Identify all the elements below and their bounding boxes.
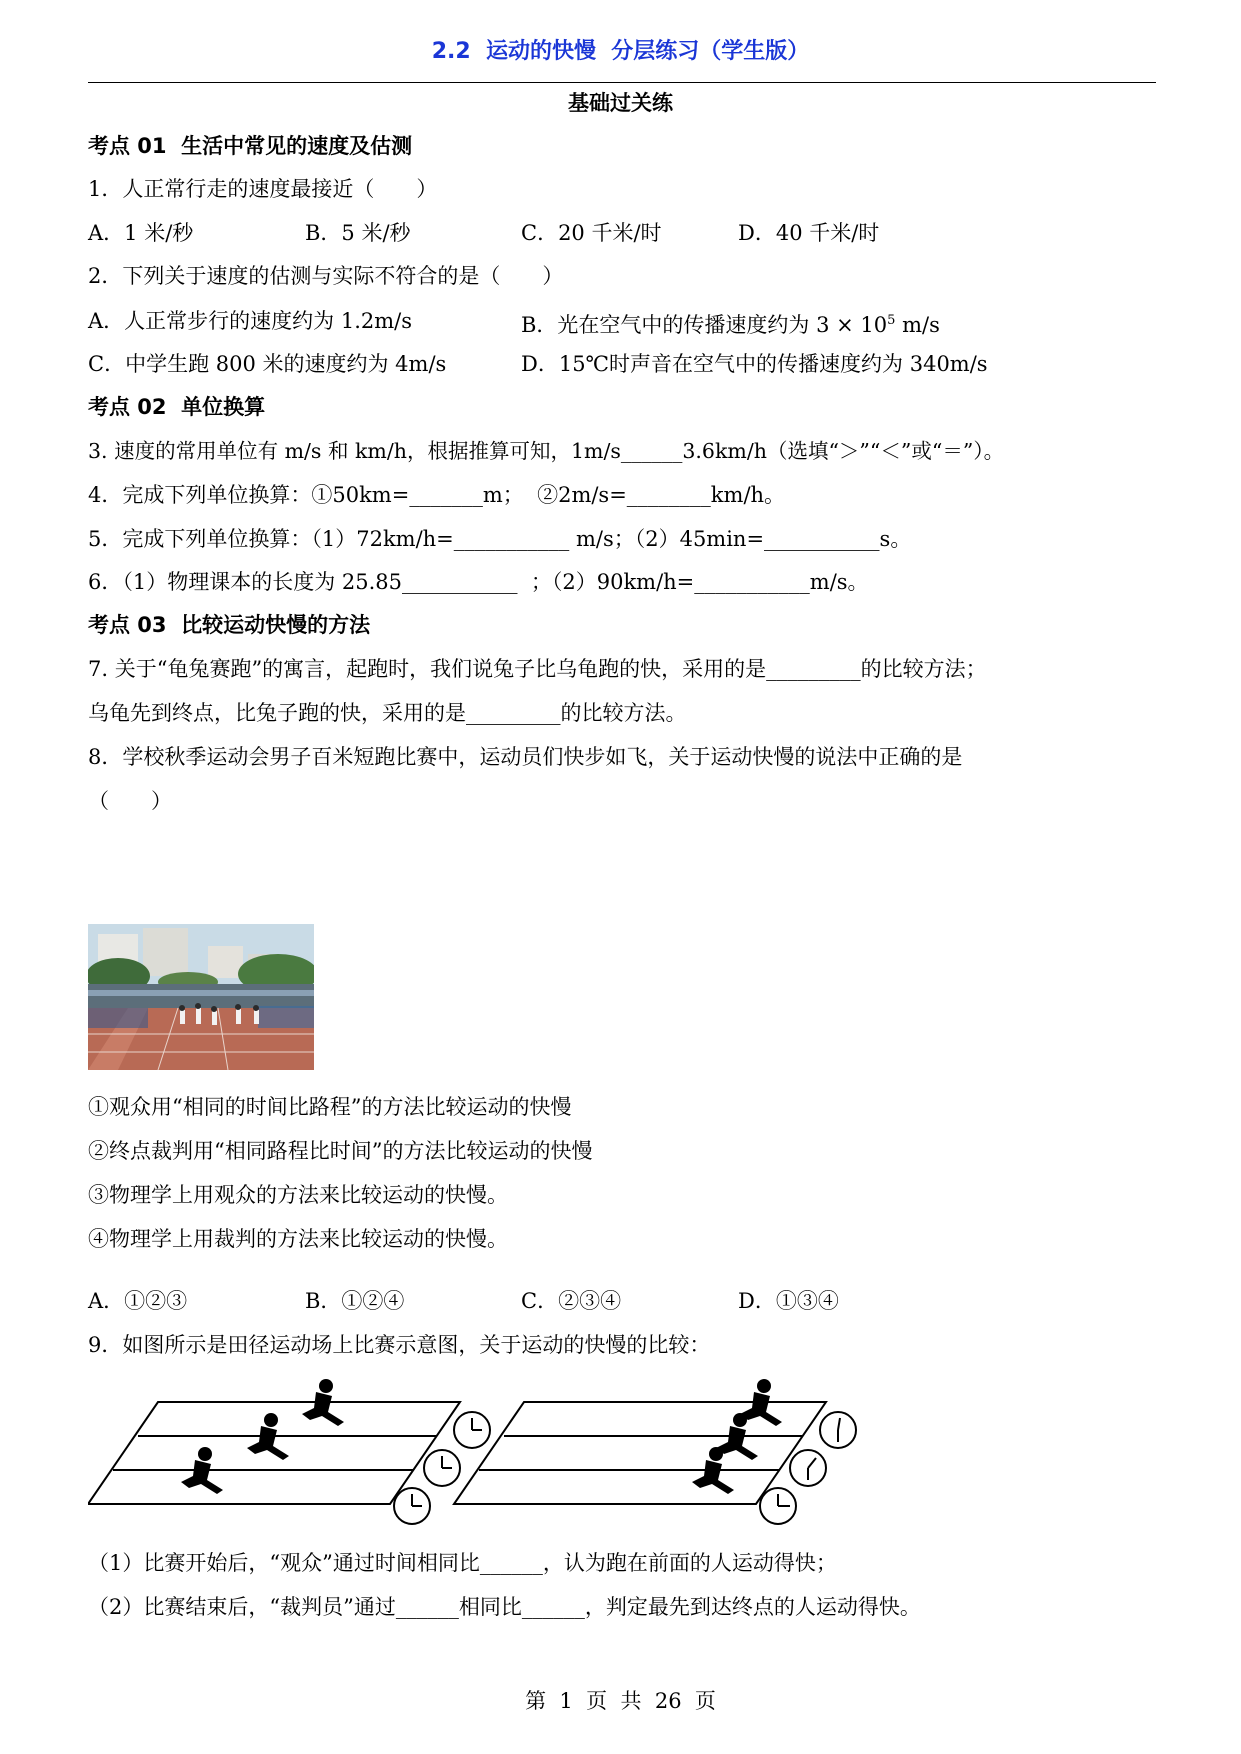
section-title: 基础过关练 xyxy=(568,91,673,115)
option-a: A．①②③ xyxy=(88,1289,188,1313)
question-8-paren: （ ） xyxy=(88,789,172,813)
document-title: 2.2 运动的快慢 分层练习（学生版） xyxy=(431,39,810,64)
option-a: A．人正常步行的速度约为 1.2m/s xyxy=(88,309,413,333)
question-8-item-1: ①观众用“相同的时间比路程”的方法比较运动的快慢 xyxy=(88,1095,572,1119)
question-3: 3. 速度的常用单位有 m/s 和 km/h，根据推算可知，1m/s______3.6km/h（选填“＞”“＜”或“＝”）。 xyxy=(88,439,1005,463)
topic-heading-02: 考点 02 单位换算 xyxy=(88,395,266,419)
question-9-sub-1: （1）比赛开始后，“观众”通过时间相同比______，认为跑在前面的人运动得快； xyxy=(88,1551,837,1575)
question-8-item-4: ④物理学上用裁判的方法来比较运动的快慢。 xyxy=(88,1227,508,1251)
question-5: 5．完成下列单位换算：（1）72km/h=___________ m/s；（2）45min=___________s。 xyxy=(88,527,912,551)
question-7-line2: 乌龟先到终点，比兔子跑的快，采用的是_________的比较方法。 xyxy=(88,701,687,725)
option-c: C．中学生跑 800 米的速度约为 4m/s xyxy=(88,352,447,376)
topic-heading-01: 考点 01 生活中常见的速度及估测 xyxy=(88,134,413,158)
sprint-race-photo xyxy=(88,924,314,1070)
question-4: 4．完成下列单位换算：①50km=_______m； ②2m/s=________km/h。 xyxy=(88,483,786,507)
question-2-stem: 2．下列关于速度的估测与实际不符合的是（ ） xyxy=(88,264,564,288)
page-footer: 第 1 页 共 26 页 xyxy=(525,1689,716,1713)
question-9-sub-2: （2）比赛结束后，“裁判员”通过______相同比______，判定最先到达终点的人运动得快。 xyxy=(88,1595,921,1619)
question-1-stem: 1．人正常行走的速度最接近（ ） xyxy=(88,177,438,201)
header-rule xyxy=(88,82,1156,83)
question-7-line1: 7. 关于“龟兔赛跑”的寓言，起跑时，我们说兔子比乌龟跑的快，采用的是_________的比较方法； xyxy=(88,657,987,681)
track-race-diagram xyxy=(88,1378,908,1542)
option-c: C．②③④ xyxy=(521,1289,622,1313)
option-b: B．①②④ xyxy=(305,1289,405,1313)
question-6: 6．（1）物理课本的长度为 25.85___________ ；（2）90km/h=___________m/s。 xyxy=(88,570,869,594)
question-8-item-2: ②终点裁判用“相同路程比时间”的方法比较运动的快慢 xyxy=(88,1139,593,1163)
question-9-stem: 9．如图所示是田径运动场上比赛示意图，关于运动的快慢的比较： xyxy=(88,1333,711,1357)
option-b: B．光在空气中的传播速度约为 $3 \times 10^5$ m/s xyxy=(521,313,940,337)
option-d: D．40 千米/时 xyxy=(738,221,880,245)
option-c: C．20 千米/时 xyxy=(521,221,662,245)
option-d: D．①③④ xyxy=(738,1289,839,1313)
option-a: A．1 米/秒 xyxy=(88,221,194,245)
question-8-item-3: ③物理学上用观众的方法来比较运动的快慢。 xyxy=(88,1183,508,1207)
option-b: B．5 米/秒 xyxy=(305,221,411,245)
question-8-stem: 8．学校秋季运动会男子百米短跑比赛中，运动员们快步如飞，关于运动快慢的说法中正确的是 xyxy=(88,745,963,769)
topic-heading-03: 考点 03 比较运动快慢的方法 xyxy=(88,613,371,637)
option-d: D．15℃时声音在空气中的传播速度约为 340m/s xyxy=(521,352,988,376)
